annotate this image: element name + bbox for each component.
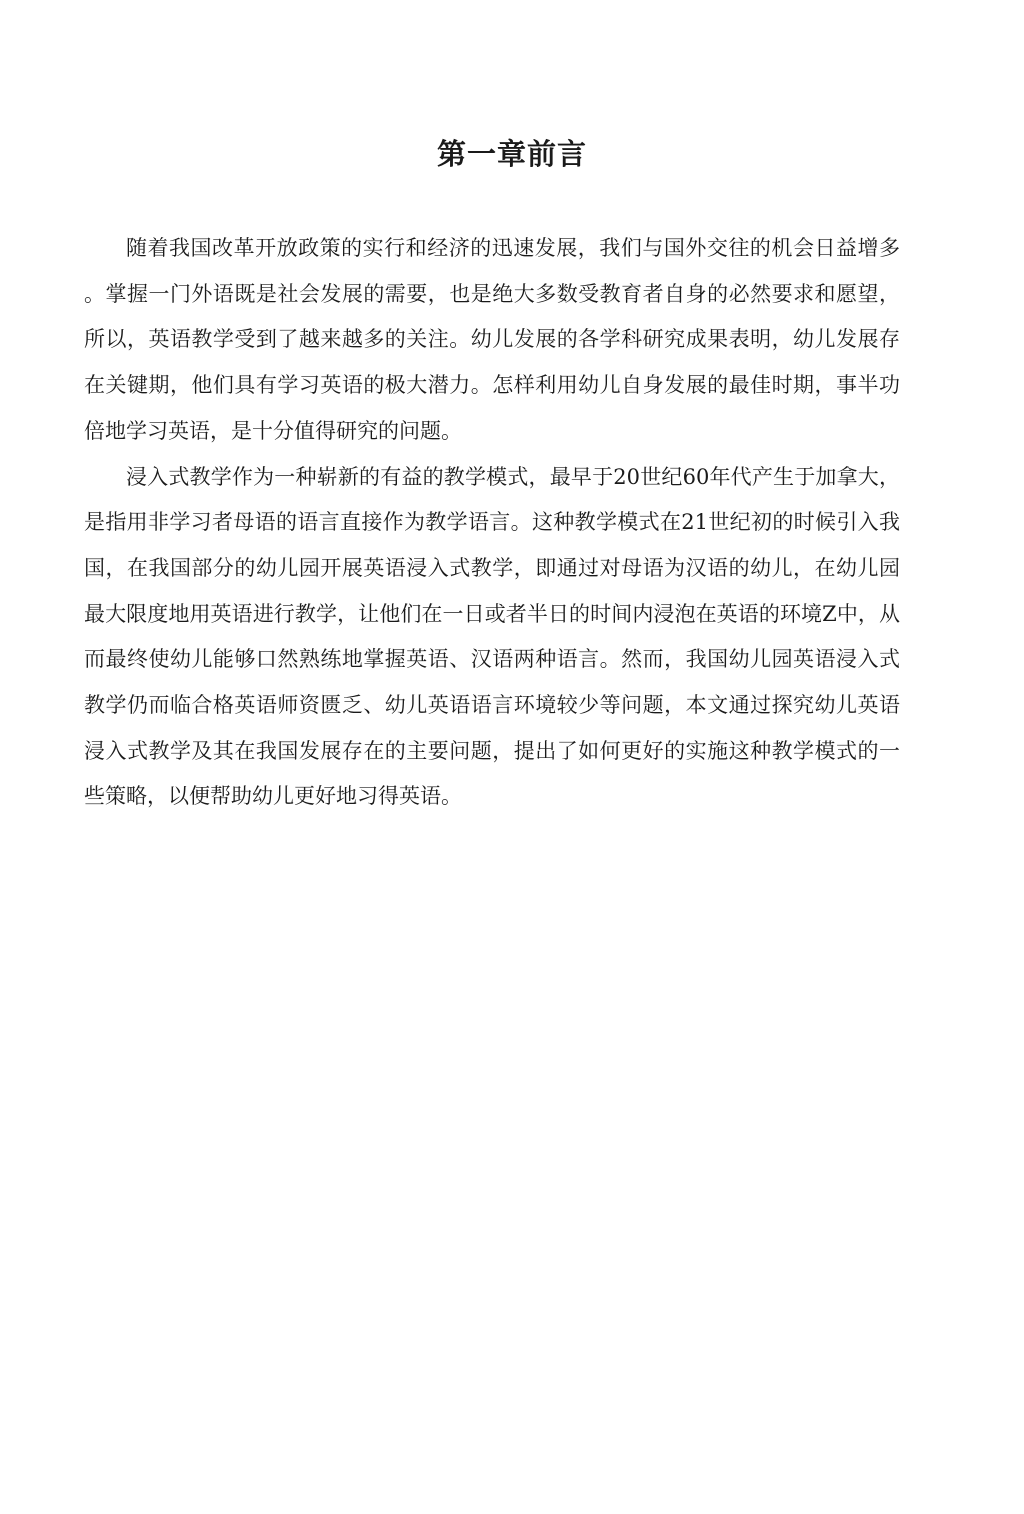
paragraph: 随着我国改革开放政策的实行和经济的迅速发展，我们与国外交往的机会日益增多。掌握一门外语既是社会发展的需要，也是绝大多数受教育者自身的必然要求和愿望，所以，英语教学受到了越来越多的关注。幼儿发展的各学科研究成果表明，幼儿发展存在关键期，他们具有学习英语的极大潜力。怎样利用幼儿自身发展的最佳时期，事半功倍地学习英语，是十分值得研究的问题。 [84,236,900,443]
paragraph: 浸入式教学作为一种崭新的有益的教学模式，最早于20世纪60年代产生于加拿大，是指用非学习者母语的语言直接作为教学语言。这种教学模式在21世纪初的时候引入我国，在我国部分的幼儿园开展英语浸入式教学，即通过对母语为汉语的幼儿，在幼儿园最大限度地用英语进行教学，让他们在一日或者半日的时间内浸泡在英语的环境Z中，从而最终使幼儿能够口然熟练地掌握英语、汉语两种语言。然而，我国幼儿园英语浸入式教学仍而临合格英语师资匮乏、幼儿英语语言环境较少等问题，本文通过探究幼儿英语浸入式教学及其在我国发展存在的主要问题，提出了如何更好的实施这种教学模式的一些策略，以便帮助幼儿更好地习得英语。 [84,464,900,809]
body-text [84,226,900,820]
chapter-title: 第一章前言 [436,137,587,171]
